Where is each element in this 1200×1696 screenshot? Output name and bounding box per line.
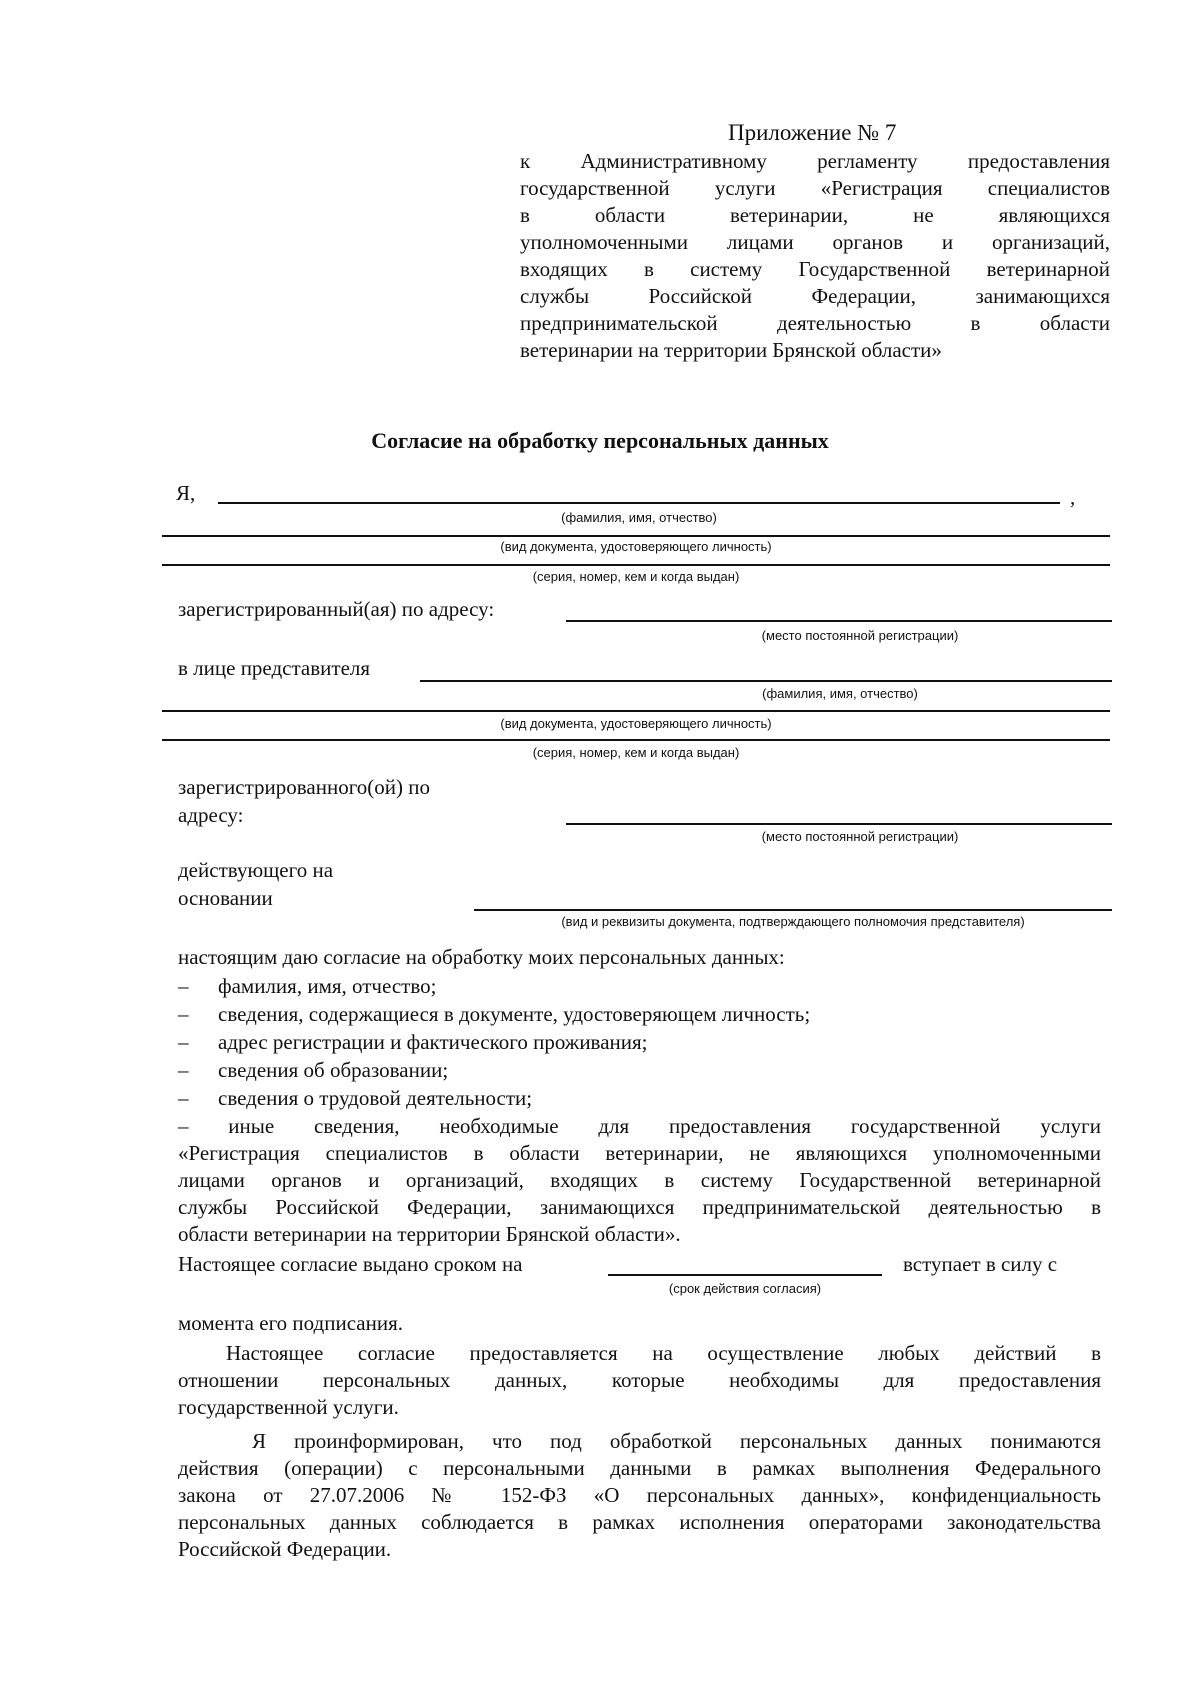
appendix-line: уполномоченными лицами органов и организаций, — [520, 230, 1110, 254]
consent-item: сведения о трудовой деятельности; — [218, 1086, 533, 1110]
caption-place: (место постоянной регистрации) — [761, 628, 959, 643]
bullet-dash: – — [178, 1086, 189, 1110]
appendix-line: государственной услуги «Регистрация специалистов — [520, 176, 1110, 200]
consent-item: адрес регистрации и фактического проживания; — [218, 1030, 648, 1054]
appendix-line: предпринимательской деятельностью в области — [520, 311, 1110, 335]
form-title: Согласие на обработку персональных данных — [371, 428, 829, 453]
paragraph-line: закона от 27.07.2006 № 152-ФЗ «О персональных данных», конфиденциальность — [178, 1483, 1101, 1507]
caption-rep-identity-doc: (вид документа, удостоверяющего личность) — [500, 716, 772, 731]
appendix-text — [520, 148, 1110, 364]
comma: , — [1070, 485, 1076, 509]
caption-identity-doc: (вид документа, удостоверяющего личность) — [500, 539, 772, 554]
term-suffix: вступает в силу с — [903, 1252, 1058, 1276]
consent-item: сведения об образовании; — [218, 1058, 449, 1082]
caption-rep-place: (место постоянной регистрации) — [761, 829, 959, 844]
acting-label-2: основании — [178, 886, 273, 910]
consent-other-line: «Регистрация специалистов в области ветеринарии, не являющихся уполномоченными — [178, 1141, 1101, 1165]
identity-doc-field[interactable] — [162, 535, 1110, 537]
term-field[interactable] — [608, 1274, 882, 1276]
caption-series: (серия, номер, кем и когда выдан) — [532, 569, 740, 584]
representative-fio-field[interactable] — [420, 680, 1112, 682]
acting-label-1: действующего на — [178, 858, 334, 882]
consent-intro: настоящим даю согласие на обработку моих персональных данных: — [178, 945, 785, 969]
bullet-dash: – — [178, 1058, 189, 1082]
appendix-line: службы Российской Федерации, занимающихся — [520, 284, 1110, 308]
rep-identity-doc-field[interactable] — [162, 710, 1110, 712]
rep-series-field[interactable] — [162, 739, 1110, 741]
paragraph-line: государственной услуги. — [178, 1395, 399, 1419]
consent-other-line: – иные сведения, необходимые для предоставления государственной услуги — [178, 1114, 1101, 1138]
series-field[interactable] — [162, 564, 1110, 566]
bullet-dash: – — [178, 974, 189, 998]
bullet-dash: – — [178, 1030, 189, 1054]
paragraph-line: Российской Федерации. — [178, 1537, 392, 1561]
paragraph-informed — [178, 1428, 1101, 1563]
consent-other-line: службы Российской Федерации, занимающихся предпринимательской деятельностью в — [178, 1195, 1101, 1219]
paragraph-line: отношении персональных данных, которые необходимы для предоставления — [178, 1368, 1101, 1392]
authority-doc-field[interactable] — [474, 909, 1112, 911]
caption-fio: (фамилия, имя, отчество) — [561, 510, 717, 525]
caption-rep-fio: (фамилия, имя, отчество) — [762, 686, 918, 701]
address-field[interactable] — [566, 620, 1112, 622]
paragraph-line: персональных данных соблюдается в рамках исполнения операторами законодательства — [178, 1510, 1101, 1534]
caption-authority: (вид и реквизиты документа, подтверждающего полномочия представителя) — [561, 914, 1025, 929]
fio-field[interactable] — [218, 502, 1060, 504]
caption-term: (срок действия согласия) — [668, 1281, 822, 1296]
paragraph-line: действия (операции) с персональными данными в рамках выполнения Федерального — [178, 1456, 1101, 1480]
term-end: момента его подписания. — [178, 1311, 403, 1335]
rep-registered-label-1: зарегистрированного(ой) по — [178, 775, 431, 799]
i-label: Я, — [176, 481, 196, 505]
registered-label: зарегистрированный(ая) по адресу: — [178, 597, 495, 621]
consent-item: сведения, содержащиеся в документе, удостоверяющем личность; — [218, 1002, 811, 1026]
appendix-line: входящих в систему Государственной ветеринарной — [520, 257, 1110, 281]
paragraph-line: Настоящее согласие предоставляется на осуществление любых действий в — [226, 1341, 1101, 1365]
term-prefix: Настоящее согласие выдано сроком на — [178, 1252, 523, 1276]
representative-label: в лице представителя — [178, 656, 371, 680]
appendix-line: ветеринарии на территории Брянской области» — [520, 338, 942, 362]
caption-rep-series: (серия, номер, кем и когда выдан) — [532, 745, 740, 760]
appendix-title: Приложение № 7 — [728, 120, 897, 145]
appendix-line: к Административному регламенту предоставления — [520, 149, 1110, 173]
rep-registered-label-2: адресу: — [178, 803, 244, 827]
paragraph-line: Я проинформирован, что под обработкой персональных данных понимаются — [252, 1429, 1101, 1453]
rep-address-field[interactable] — [566, 823, 1112, 825]
consent-other-line: области ветеринарии на территории Брянской области». — [178, 1222, 681, 1246]
appendix-line: в области ветеринарии, не являющихся — [520, 203, 1110, 227]
consent-other-line: лицами органов и организаций, входящих в систему Государственной ветеринарной — [178, 1168, 1101, 1192]
bullet-dash: – — [178, 1002, 189, 1026]
consent-item: фамилия, имя, отчество; — [218, 974, 437, 998]
paragraph-actions — [178, 1340, 1101, 1421]
consent-other — [178, 1113, 1101, 1248]
